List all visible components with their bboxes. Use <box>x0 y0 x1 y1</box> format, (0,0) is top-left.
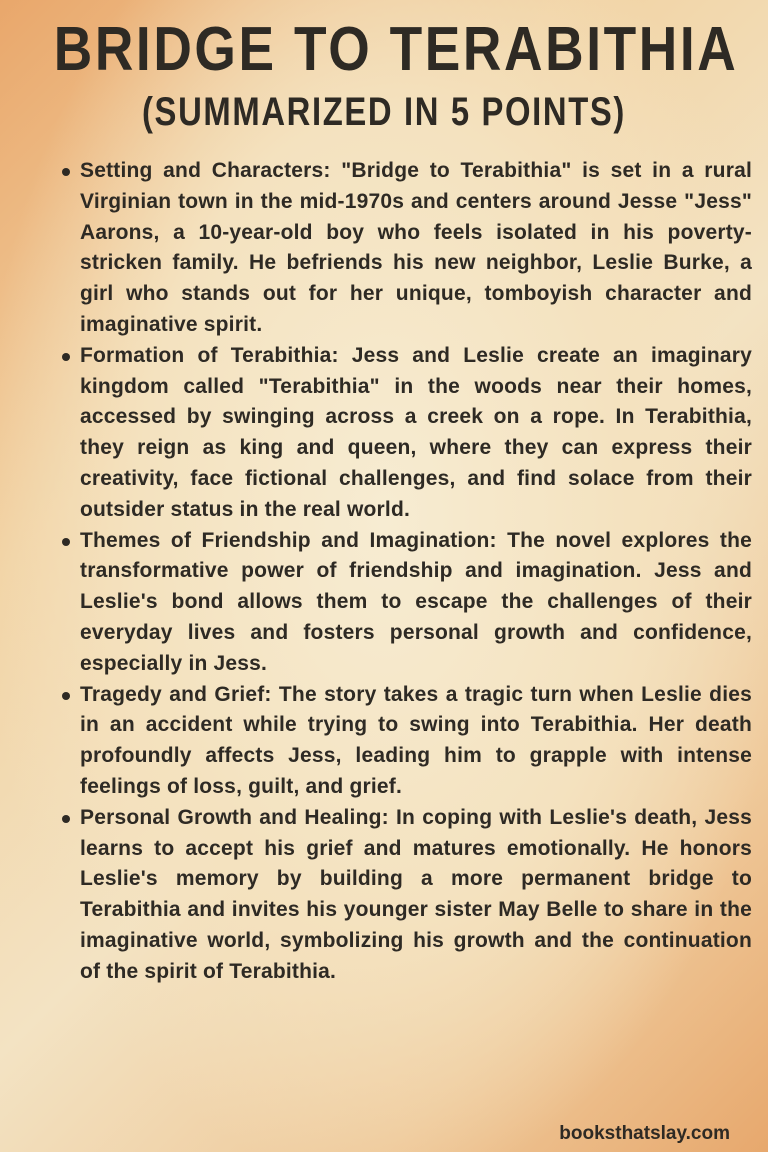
list-item <box>80 680 752 803</box>
bullet-icon <box>62 538 70 546</box>
page-title: BRIDGE TO TERABITHIA <box>53 15 739 84</box>
list-item <box>80 156 752 341</box>
source-watermark: booksthatslay.com <box>559 1123 730 1144</box>
bullet-icon <box>62 815 70 823</box>
list-item <box>80 803 752 988</box>
list-item <box>80 341 752 526</box>
page-subtitle: (SUMMARIZED IN 5 POINTS) <box>141 90 626 134</box>
list-item-text: Personal Growth and Healing: In coping with Leslie's death, Jess learns to accept his grief and matures emotionally. He honors Leslie's memory by building a more permanent bridge to Terabithia and invites his younger sister May Belle to share in the imaginative world, symbolizing his growth and the continuation of the spirit of Terabithia. <box>80 805 752 983</box>
list-item-text: Setting and Characters: "Bridge to Terabithia" is set in a rural Virginian town in the mid-1970s and centers around Jesse "Jess" Aarons, a 10-year-old boy who feels isolated in his poverty-stricken family. He befriends his new neighbor, Leslie Burke, a girl who stands out for her unique, tomboyish character and imaginative spirit. <box>80 159 752 336</box>
list-item-text: Tragedy and Grief: The story takes a tragic turn when Leslie dies in an accident while trying to swing into Terabithia. Her death profoundly affects Jess, leading him to grapple with intense feelings of loss, guilt, and grief. <box>80 682 752 798</box>
list-item <box>80 526 752 680</box>
bullet-icon <box>62 692 70 700</box>
bullet-icon <box>62 168 70 176</box>
summary-list <box>60 156 752 988</box>
bullet-icon <box>62 353 70 361</box>
list-item-text: Themes of Friendship and Imagination: The novel explores the transformative power of friendship and imagination. Jess and Leslie's bond allows them to escape the challenges of their everyday lives and fosters personal growth and confidence, especially in Jess. <box>80 528 752 675</box>
list-item-text: Formation of Terabithia: Jess and Leslie create an imaginary kingdom called "Terabithia" in the woods near their homes, accessed by swinging across a creek on a rope. In Terabithia, they reign as king and queen, where they can express their creativity, face fictional challenges, and find solace from their outsider status in the real world. <box>80 343 752 521</box>
